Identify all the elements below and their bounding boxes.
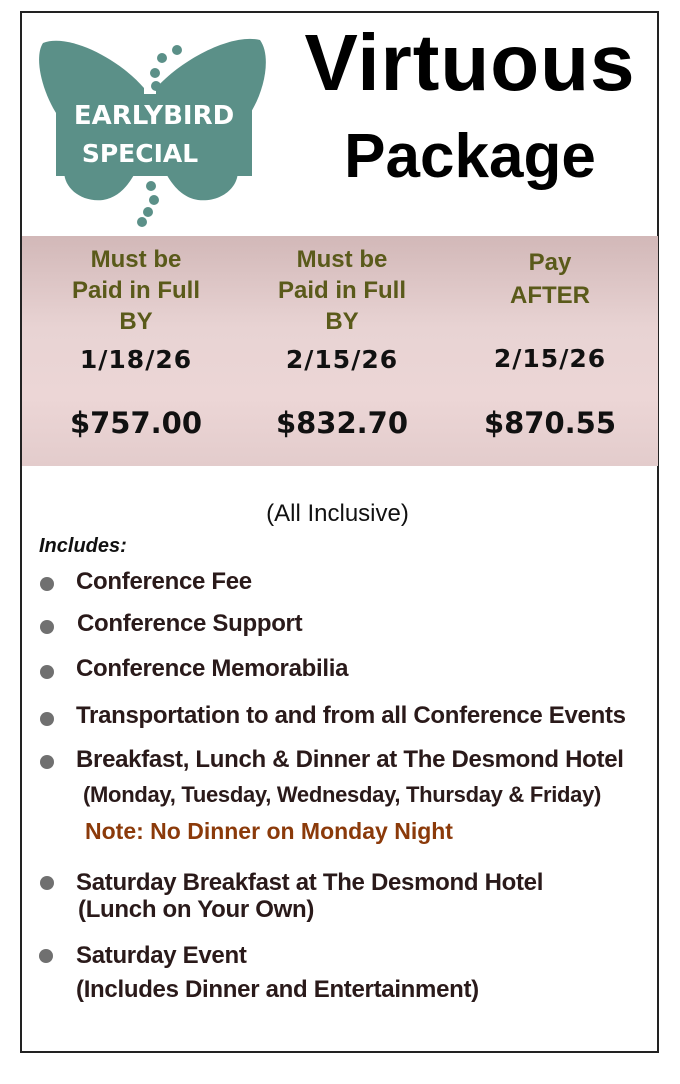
deadline-label: Must be Paid in Full BY: [277, 246, 406, 335]
pricing-tier: [36, 236, 236, 440]
pricing-tier: [242, 236, 442, 440]
bullet-icon: [40, 665, 54, 679]
tier-price: $870.55: [483, 406, 617, 440]
bullet-icon: [40, 577, 54, 591]
item-text: Breakfast, Lunch & Dinner at The Desmond Hotel: [76, 746, 624, 773]
item-text: Conference Fee: [76, 568, 252, 595]
deadline-label: Pay AFTER: [510, 249, 590, 309]
deadline-date: 2/15/26: [493, 344, 607, 373]
tier-price: $832.70: [275, 406, 409, 440]
deadline-date: 2/15/26: [285, 345, 399, 374]
deadline-date: 1/18/26: [79, 345, 193, 374]
item-text: Saturday Breakfast at The Desmond Hotel: [76, 869, 544, 896]
item-subtext: (Lunch on Your Own): [78, 896, 315, 923]
item-text: Conference Support: [77, 610, 303, 637]
item-subtext: (Monday, Tuesday, Wednesday, Thursday & Friday): [83, 782, 602, 807]
butterfly-logo: [38, 28, 270, 228]
badge-line1: EARLYBIRD: [73, 101, 235, 131]
all-inclusive-note: (All Inclusive): [266, 500, 409, 527]
item-text: Conference Memorabilia: [76, 655, 349, 682]
bullet-icon: [40, 876, 54, 890]
item-text: Saturday Event: [76, 942, 247, 969]
bullet-icon: [40, 755, 54, 769]
item-subtext: (Includes Dinner and Entertainment): [76, 976, 479, 1003]
pricing-band: [22, 236, 658, 466]
item-note: Note: No Dinner on Monday Night: [85, 818, 453, 844]
deadline-label: Must be Paid in Full BY: [71, 246, 200, 335]
bullet-icon: [39, 949, 53, 963]
badge-line2: SPECIAL: [81, 139, 199, 168]
bullet-icon: [40, 712, 54, 726]
bullet-icon: [40, 620, 54, 634]
package-subtitle: Package: [344, 122, 596, 191]
item-text: Transportation to and from all Conference Events: [76, 702, 626, 729]
tier-price: $757.00: [69, 406, 203, 440]
includes-label: Includes:: [39, 535, 127, 557]
package-title: Virtuous: [304, 18, 636, 107]
pricing-tier: [450, 236, 650, 440]
